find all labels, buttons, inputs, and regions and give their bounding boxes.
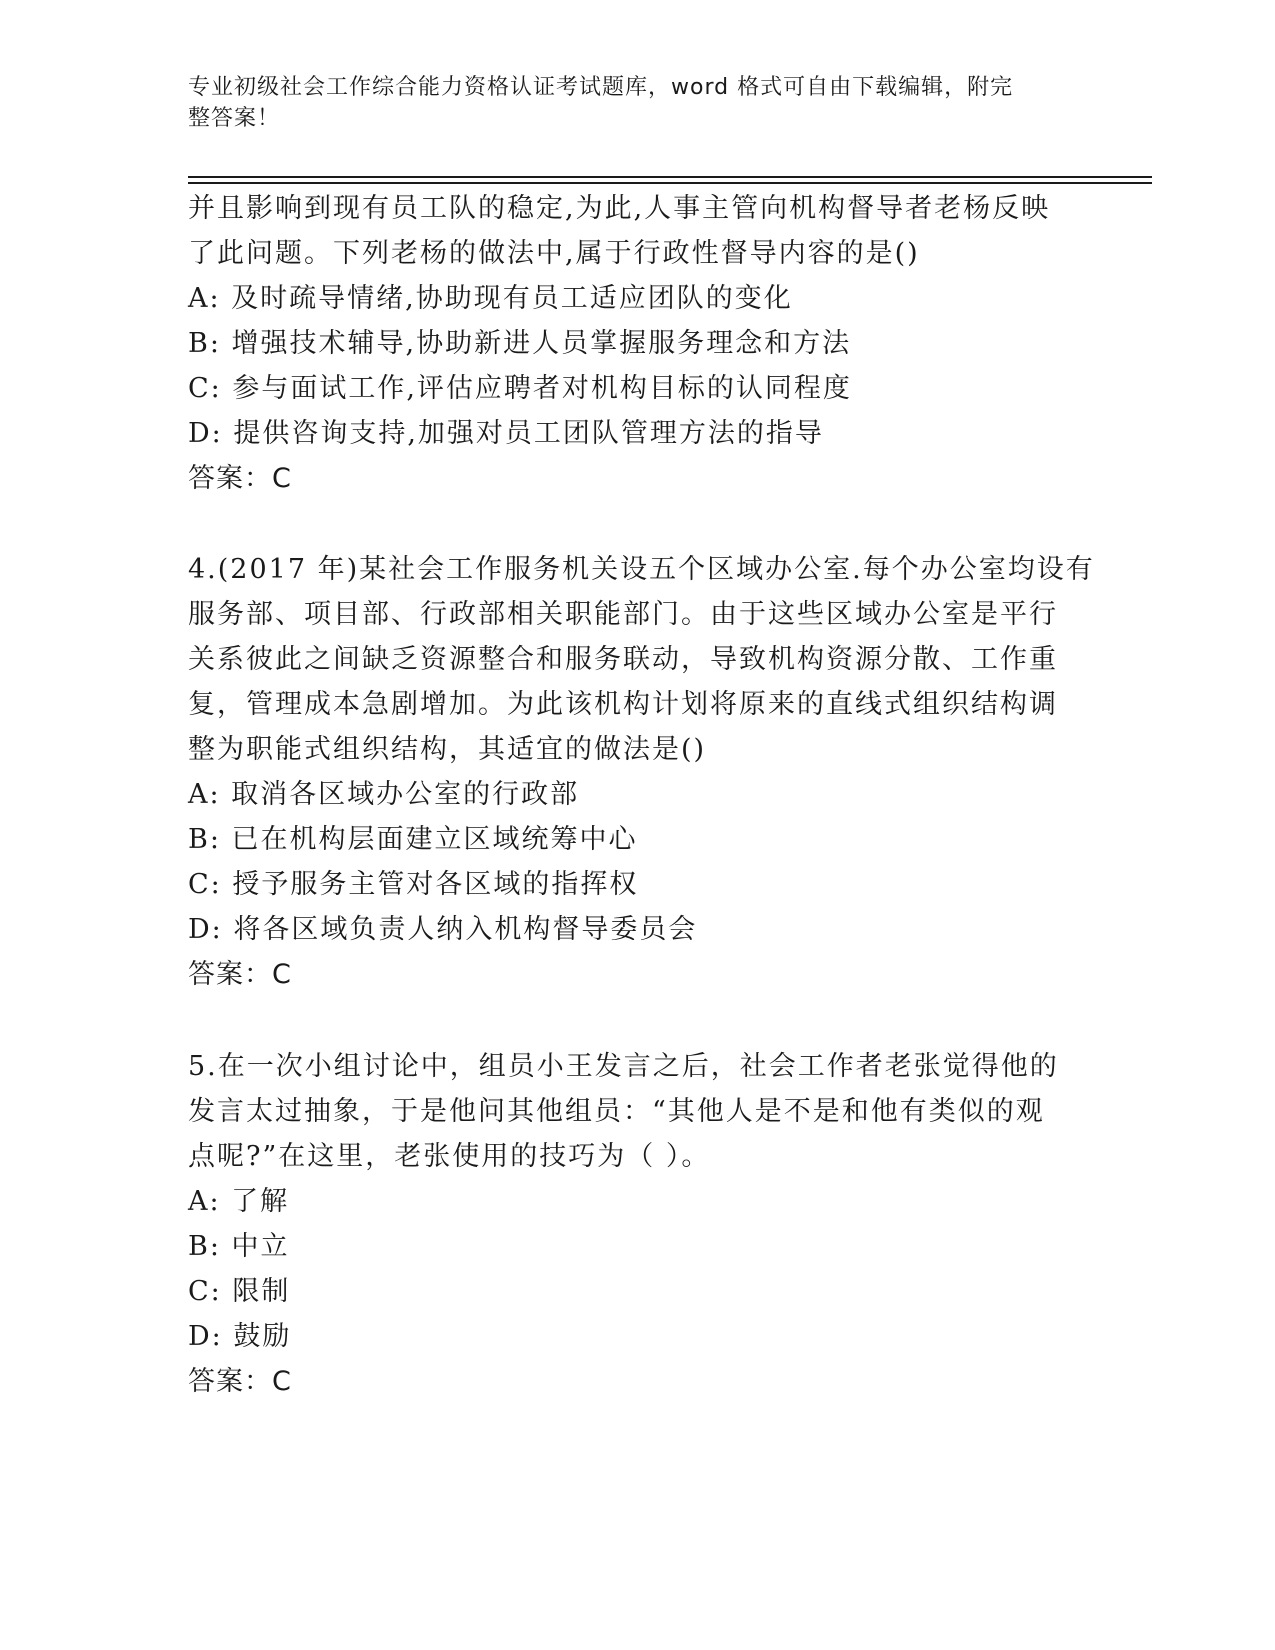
question-3-answer: 答案：C [188,463,292,494]
question-4-stem-line-4: 复，管理成本急剧增加。为此该机构计划将原来的直线式组织结构调 [188,689,1058,720]
question-3-stem-line-1: 并且影响到现有员工队的稳定,为此,人事主管向机构督导者老杨反映 [188,193,1051,224]
question-4-option-a: A: 取消各区域办公室的行政部 [188,779,580,810]
question-5-answer: 答案：C [188,1366,292,1397]
question-3-option-b: B: 增强技术辅导,协助新进人员掌握服务理念和方法 [188,328,852,359]
question-5-option-c: C: 限制 [188,1276,291,1307]
question-5-stem-line-1: 5.在一次小组讨论中，组员小王发言之后，社会工作者老张觉得他的 [188,1051,1059,1082]
question-3-option-a: A: 及时疏导情绪,协助现有员工适应团队的变化 [188,283,793,314]
question-3-option-c: C: 参与面试工作,评估应聘者对机构目标的认同程度 [188,373,852,404]
question-4-answer: 答案：C [188,959,292,990]
question-4-option-d: D: 将各区域负责人纳入机构督导委员会 [188,914,698,945]
header-line-1: 专业初级社会工作综合能力资格认证考试题库，word 格式可自由下载编辑，附完 [188,75,1014,100]
question-5-option-a: A: 了解 [188,1186,290,1217]
document-header [188,72,1068,134]
header-line-2: 整答案！ [188,106,281,131]
question-4-option-b: B: 已在机构层面建立区域统筹中心 [188,824,638,855]
question-5-option-d: D: 鼓励 [188,1321,292,1352]
header-divider-top [188,176,1152,178]
question-3-stem-line-2: 了此问题。下列老杨的做法中,属于行政性督导内容的是() [188,238,920,269]
question-4-option-c: C: 授予服务主管对各区域的指挥权 [188,869,639,900]
header-divider-bottom [188,182,1152,184]
question-4-stem-line-1: 4.(2017 年)某社会工作服务机关设五个区域办公室.每个办公室均设有 [188,554,1095,585]
question-4-stem-line-5: 整为职能式组织结构，其适宜的做法是() [188,734,707,765]
question-5-stem-line-2: 发言太过抽象，于是他问其他组员：“其他人是不是和他有类似的观 [188,1096,1045,1127]
question-4-stem-line-2: 服务部、项目部、行政部相关职能部门。由于这些区域办公室是平行 [188,599,1058,630]
question-4-stem-line-3: 关系彼此之间缺乏资源整合和服务联动，导致机构资源分散、工作重 [188,644,1058,675]
question-5-stem-line-3: 点呢?”在这里，老张使用的技巧为（ ）。 [188,1141,711,1172]
question-3-option-d: D: 提供咨询支持,加强对员工团队管理方法的指导 [188,418,824,449]
question-5-option-b: B: 中立 [188,1231,290,1262]
